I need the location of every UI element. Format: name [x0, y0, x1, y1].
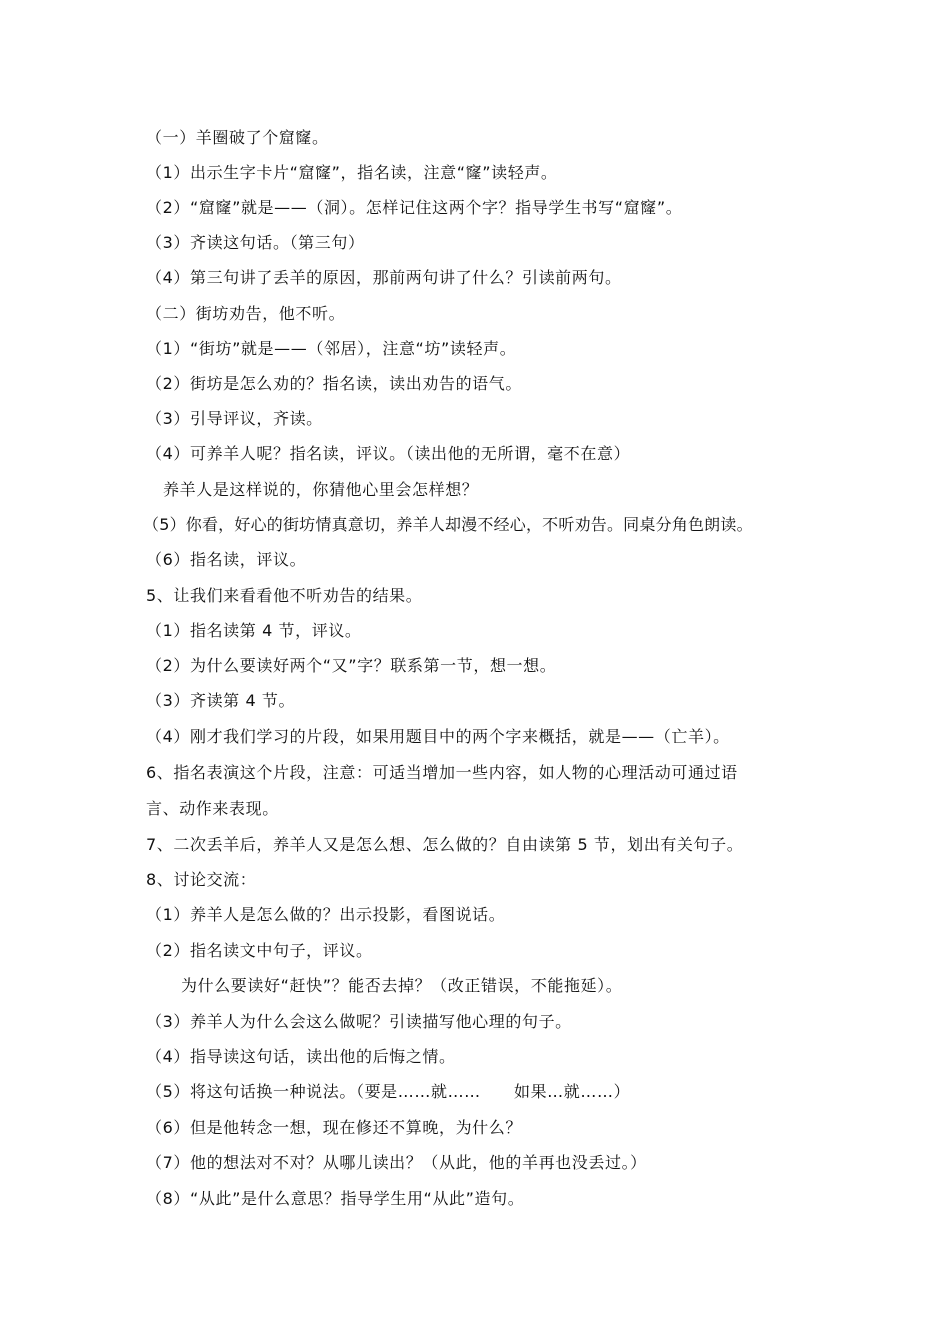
text-line: （2）“窟窿”就是——（洞）。怎样记住这两个字？指导学生书写“窟窿”。: [146, 198, 683, 217]
text-line: 为什么要读好“赶快”？能否去掉？（改正错误，不能拖延）。: [181, 976, 623, 995]
text-line: 言、动作来表现。: [146, 799, 279, 818]
text-line: （2）街坊是怎么劝的？指名读，读出劝告的语气。: [146, 374, 522, 393]
text-line: （5）你看，好心的街坊情真意切，养羊人却漫不经心，不听劝告。同桌分角色朗读。: [143, 515, 753, 534]
text-line: （4）刚才我们学习的片段，如果用题目中的两个字来概括，就是——（亡羊）。: [146, 727, 730, 746]
text-line: （1）养羊人是怎么做的？出示投影，看图说话。: [146, 905, 506, 924]
text-line: （3）齐读第 4 节。: [146, 691, 296, 710]
text-line: （1）“街坊”就是——（邻居），注意“坊”读轻声。: [146, 339, 517, 358]
text-line: 6、指名表演这个片段，注意：可适当增加一些内容，如人物的心理活动可通过语: [146, 763, 738, 782]
text-line: 8、讨论交流：: [146, 870, 257, 889]
text-line: （1）出示生字卡片“窟窿”，指名读，注意“窿”读轻声。: [146, 163, 558, 182]
text-line: 7、二次丢羊后，养羊人又是怎么想、怎么做的？自由读第 5 节，划出有关句子。: [146, 835, 744, 854]
text-line: （4）指导读这句话，读出他的后悔之情。: [146, 1047, 456, 1066]
text-line: （6）指名读，评议。: [146, 550, 307, 569]
text-line: （6）但是他转念一想，现在修还不算晚，为什么？: [146, 1118, 522, 1137]
text-line: 养羊人是这样说的，你猜他心里会怎样想？: [163, 480, 479, 499]
text-line: （3）养羊人为什么会这么做呢？引读描写他心理的句子。: [146, 1012, 572, 1031]
text-line: （3）引导评议，齐读。: [146, 409, 323, 428]
text-line: （8）“从此”是什么意思？指导学生用“从此”造句。: [146, 1189, 525, 1208]
text-line: （4）第三句讲了丢羊的原因，那前两句讲了什么？引读前两句。: [146, 268, 622, 287]
text-line: （7）他的想法对不对？从哪儿读出？（从此，他的羊再也没丢过。）: [146, 1153, 647, 1172]
text-line: （一）羊圈破了个窟窿。: [146, 128, 329, 147]
text-line: （5）将这句话换一种说法。（要是……就…… 如果…就……）: [146, 1082, 631, 1101]
text-line: （二）街坊劝告，他不听。: [146, 304, 346, 323]
text-line: 5、让我们来看看他不听劝告的结果。: [146, 586, 423, 605]
text-line: （3）齐读这句话。（第三句）: [146, 233, 365, 252]
text-line: （2）为什么要读好两个“又”字？联系第一节，想一想。: [146, 656, 557, 675]
text-line: （1）指名读第 4 节，评议。: [146, 621, 362, 640]
text-line: （4）可养羊人呢？指名读，评议。（读出他的无所谓，毫不在意）: [146, 444, 631, 463]
text-line: （2）指名读文中句子，评议。: [146, 941, 373, 960]
